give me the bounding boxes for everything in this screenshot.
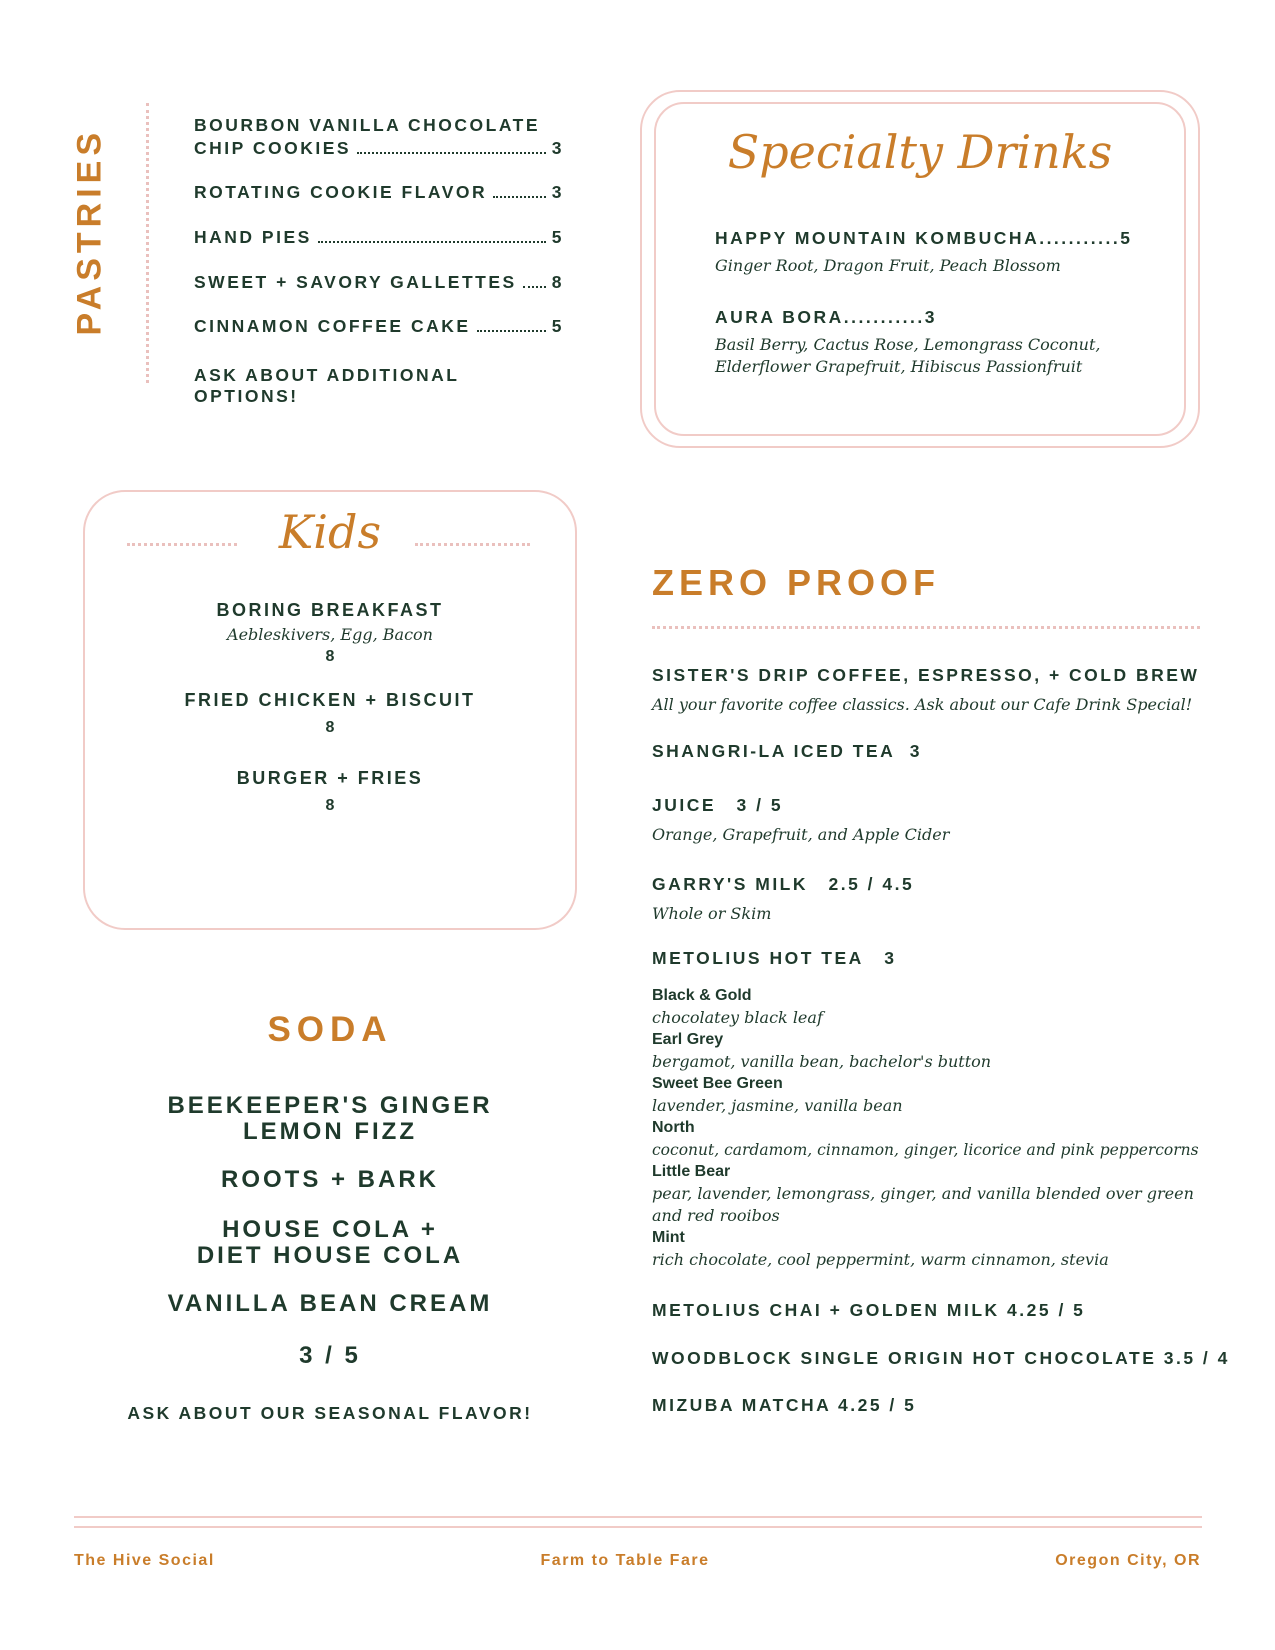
soda-item-line: BEEKEEPER'S GINGER <box>167 1092 493 1119</box>
pastries-divider <box>146 103 149 383</box>
tea-name: Mint <box>652 1229 685 1246</box>
pastry-item-name: CINNAMON COFFEE CAKE <box>194 316 471 336</box>
kids-item-price: 8 <box>325 648 335 665</box>
tea-desc: rich chocolate, cool peppermint, warm cinnamon, stevia <box>652 1250 1109 1269</box>
specialty-item-name: HAPPY MOUNTAIN KOMBUCHA...........5 <box>715 228 1133 248</box>
zero-proof-item-chocolate: WOODBLOCK SINGLE ORIGIN HOT CHOCOLATE 3.5 / 4 <box>652 1348 1230 1368</box>
footer-left: The Hive Social <box>74 1552 215 1569</box>
soda-item-line: DIET HOUSE COLA <box>196 1242 464 1269</box>
tea-desc: chocolatey black leaf <box>652 1008 823 1027</box>
pastry-item <box>194 182 564 203</box>
kids-item <box>83 600 577 666</box>
pastries-heading: PASTRIES <box>70 127 109 336</box>
kids-item-price: 8 <box>325 797 335 814</box>
specialty-item-name: AURA BORA...........3 <box>715 307 938 327</box>
soda-item-line: ROOTS + BARK <box>220 1166 439 1193</box>
zero-proof-item-name: SHANGRI-LA ICED TEA <box>652 741 896 761</box>
zero-proof-item-name: GARRY'S MILK <box>652 874 809 894</box>
soda-item-line: HOUSE COLA + <box>222 1216 438 1243</box>
kids-item-desc: Aebleskivers, Egg, Bacon <box>227 625 433 644</box>
kids-divider-left <box>127 543 237 546</box>
zero-proof-item-matcha: MIZUBA MATCHA 4.25 / 5 <box>652 1395 917 1415</box>
tea-name: North <box>652 1119 695 1136</box>
tea-desc: coconut, cardamom, cinnamon, ginger, licorice and pink peppercorns <box>652 1141 1199 1159</box>
zero-proof-item <box>652 795 1212 844</box>
tea-name: Earl Grey <box>652 1031 724 1048</box>
zero-proof-item-desc: All your favorite coffee classics. Ask about our Cafe Drink Special! <box>652 695 1193 714</box>
footer-line-bottom <box>74 1526 1202 1528</box>
tea-name: Little Bear <box>652 1163 731 1180</box>
specialty-item <box>715 228 1175 275</box>
pastries-note: ASK ABOUT ADDITIONAL OPTIONS! <box>194 365 460 406</box>
zero-proof-item-name: METOLIUS HOT TEA <box>652 948 864 968</box>
tea-list <box>652 985 1212 1271</box>
kids-item-name: BURGER + FRIES <box>236 768 424 788</box>
zero-proof-item-price: 3 <box>884 948 897 968</box>
footer-line-top <box>74 1516 1202 1518</box>
zero-proof-item-price: 2.5 / 4.5 <box>828 874 915 894</box>
kids-divider-right <box>415 543 530 546</box>
tea-desc: pear, lavender, lemongrass, ginger, and vanilla blended over green and red rooibos <box>652 1184 1194 1225</box>
pastry-item-name: HAND PIES <box>194 227 312 247</box>
pastry-item-price: 5 <box>551 227 564 247</box>
pastry-item-name: SWEET + SAVORY GALLETTES <box>194 272 517 292</box>
tea-name: Black & Gold <box>652 987 752 1004</box>
specialty-item <box>715 307 1175 376</box>
kids-heading: Kids <box>278 505 382 559</box>
zero-proof-item <box>652 665 1212 714</box>
kids-item-name: FRIED CHICKEN + BISCUIT <box>184 690 476 710</box>
zero-proof-item-desc: Whole or Skim <box>652 904 772 923</box>
pastry-item-name: ROTATING COOKIE FLAVOR <box>194 182 488 202</box>
pastry-item-price: 8 <box>551 272 564 292</box>
tea-desc: bergamot, vanilla bean, bachelor's button <box>652 1052 992 1071</box>
pastry-item <box>194 115 564 159</box>
specialty-heading: Specialty Drinks <box>727 125 1113 179</box>
soda-note: ASK ABOUT OUR SEASONAL FLAVOR! <box>127 1403 533 1423</box>
specialty-item-desc: Elderflower Grapefruit, Hibiscus Passionfruit <box>715 357 1083 376</box>
kids-item <box>83 690 577 737</box>
zero-proof-item <box>652 874 1212 923</box>
zero-proof-item-desc: Orange, Grapefruit, and Apple Cider <box>652 825 950 844</box>
pastry-item <box>194 227 564 248</box>
zero-proof-item-chai: METOLIUS CHAI + GOLDEN MILK 4.25 / 5 <box>652 1300 1086 1320</box>
soda-price: 3 / 5 <box>299 1342 361 1369</box>
pastry-item-price: 3 <box>551 182 564 202</box>
pastry-item <box>194 316 564 337</box>
soda-item <box>115 1291 545 1317</box>
zero-proof-divider <box>652 626 1200 629</box>
soda-heading: SODA <box>267 1010 393 1049</box>
soda-item <box>115 1167 545 1193</box>
pastry-item-name: CHIP COOKIES <box>194 138 352 158</box>
zero-proof-item-name: SISTER'S DRIP COFFEE, ESPRESSO, + COLD BREW <box>652 665 1200 685</box>
kids-item <box>83 768 577 815</box>
zero-proof-item-price: 3 / 5 <box>736 795 784 815</box>
soda-item <box>115 1217 545 1269</box>
zero-proof-item-price: 3 <box>909 741 922 761</box>
pastry-item <box>194 272 564 293</box>
zero-proof-item <box>652 741 1212 762</box>
footer-center: Farm to Table Fare <box>540 1552 710 1569</box>
kids-item-name: BORING BREAKFAST <box>216 600 444 620</box>
tea-desc: lavender, jasmine, vanilla bean <box>652 1096 903 1115</box>
soda-item-line: VANILLA BEAN CREAM <box>167 1290 493 1317</box>
zero-proof-item-name: JUICE <box>652 795 717 815</box>
zero-proof-heading: ZERO PROOF <box>652 562 941 603</box>
soda-item <box>115 1093 545 1145</box>
footer-right: Oregon City, OR <box>1055 1552 1201 1569</box>
pastry-item-price: 5 <box>551 316 564 336</box>
pastry-item-price: 3 <box>551 138 564 158</box>
tea-name: Sweet Bee Green <box>652 1075 783 1092</box>
kids-item-price: 8 <box>325 719 335 736</box>
soda-item-line: LEMON FIZZ <box>243 1118 417 1145</box>
pastry-item-name-line1: BOURBON VANILLA CHOCOLATE <box>194 115 541 135</box>
specialty-item-desc: Ginger Root, Dragon Fruit, Peach Blossom <box>715 256 1061 275</box>
specialty-item-desc: Basil Berry, Cactus Rose, Lemongrass Coconut, <box>715 335 1101 354</box>
zero-proof-item <box>652 948 1212 969</box>
